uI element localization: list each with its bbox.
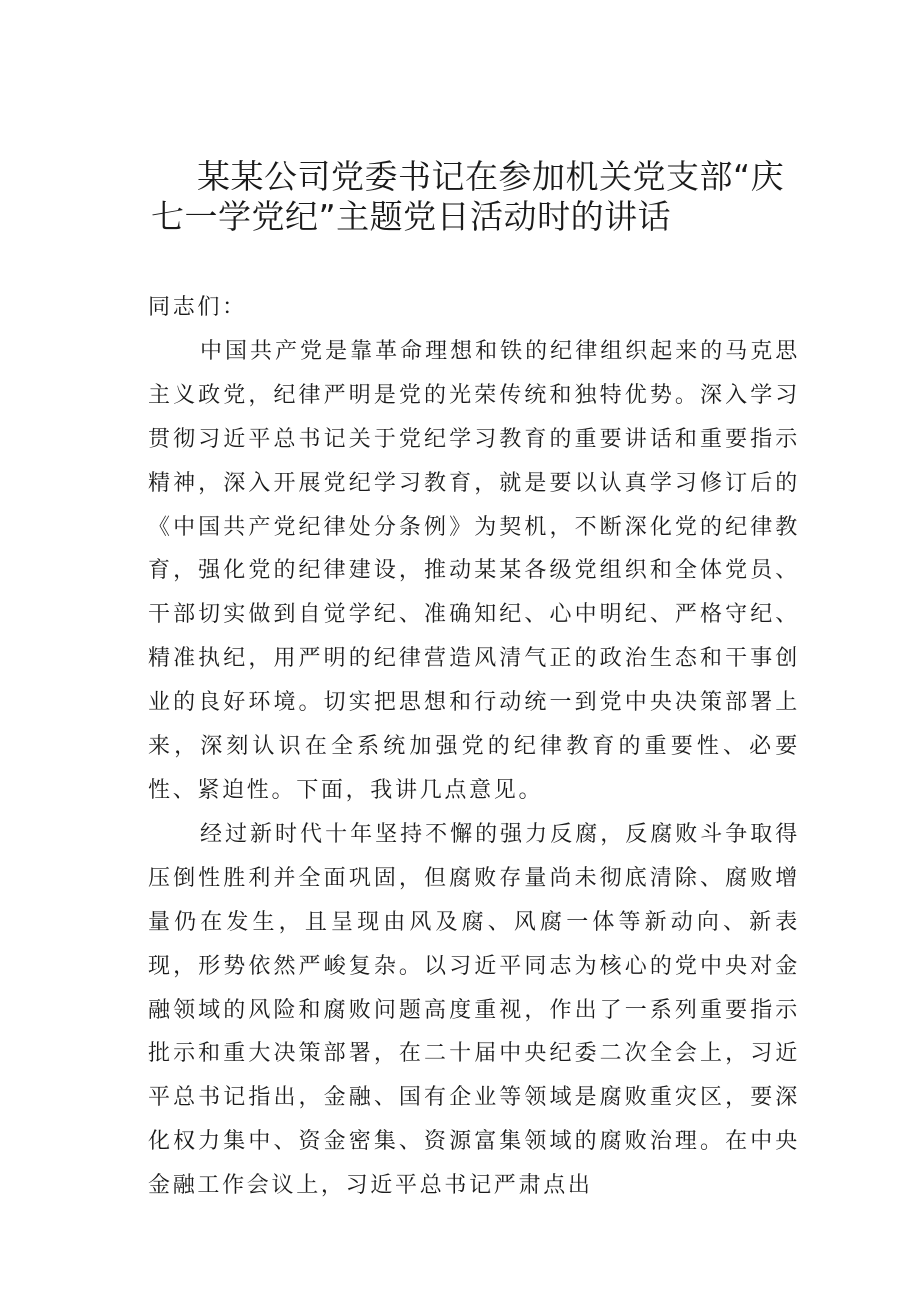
paragraph-2: 经过新时代十年坚持不懈的强力反腐，反腐败斗争取得压倒性胜利并全面巩固，但腐败存量尚未彻底清除、腐败增量仍在发生，且呈现由风及腐、风腐一体等新动向、新表现，形势依然严峻复杂。以习近平同志为核心的党中央对金融领域的风险和腐败问题高度重视，作出了一系列重要指示批示和重大决策部署，在二十届中央纪委二次全会上，习近平总书记指出，金融、国有企业等领域是腐败重灾区，要深化权力集中、资金密集、资源富集领域的腐败治理。在中央金融工作会议上，习近平总书记严肃点出	[148, 821, 800, 1199]
document-title: 某某公司党委书记在参加机关党支部“庆七一学党纪”主题党日活动时的讲话	[151, 157, 785, 236]
salutation: 同志们：	[148, 295, 247, 320]
paragraph-1: 中国共产党是靠革命理想和铁的纪律组织起来的马克思主义政党，纪律严明是党的光荣传统和独特优势。深入学习贯彻习近平总书记关于党纪学习教育的重要讲话和重要指示精神，深入开展党纪学习教育，就是要以认真学习修订后的《中国共产党纪律处分条例》为契机，不断深化党的纪律教育，强化党的纪律建设，推动某某各级党组织和全体党员、干部切实做到自觉学纪、准确知纪、心中明纪、严格守纪、精准执纪，用严明的纪律营造风清气正的政治生态和干事创业的良好环境。切实把思想和行动统一到党中央决策部署上来，深刻认识在全系统加强党的纪律教育的重要性、必要性、紧迫性。下面，我讲几点意见。	[148, 338, 800, 803]
document-body	[148, 286, 800, 1208]
